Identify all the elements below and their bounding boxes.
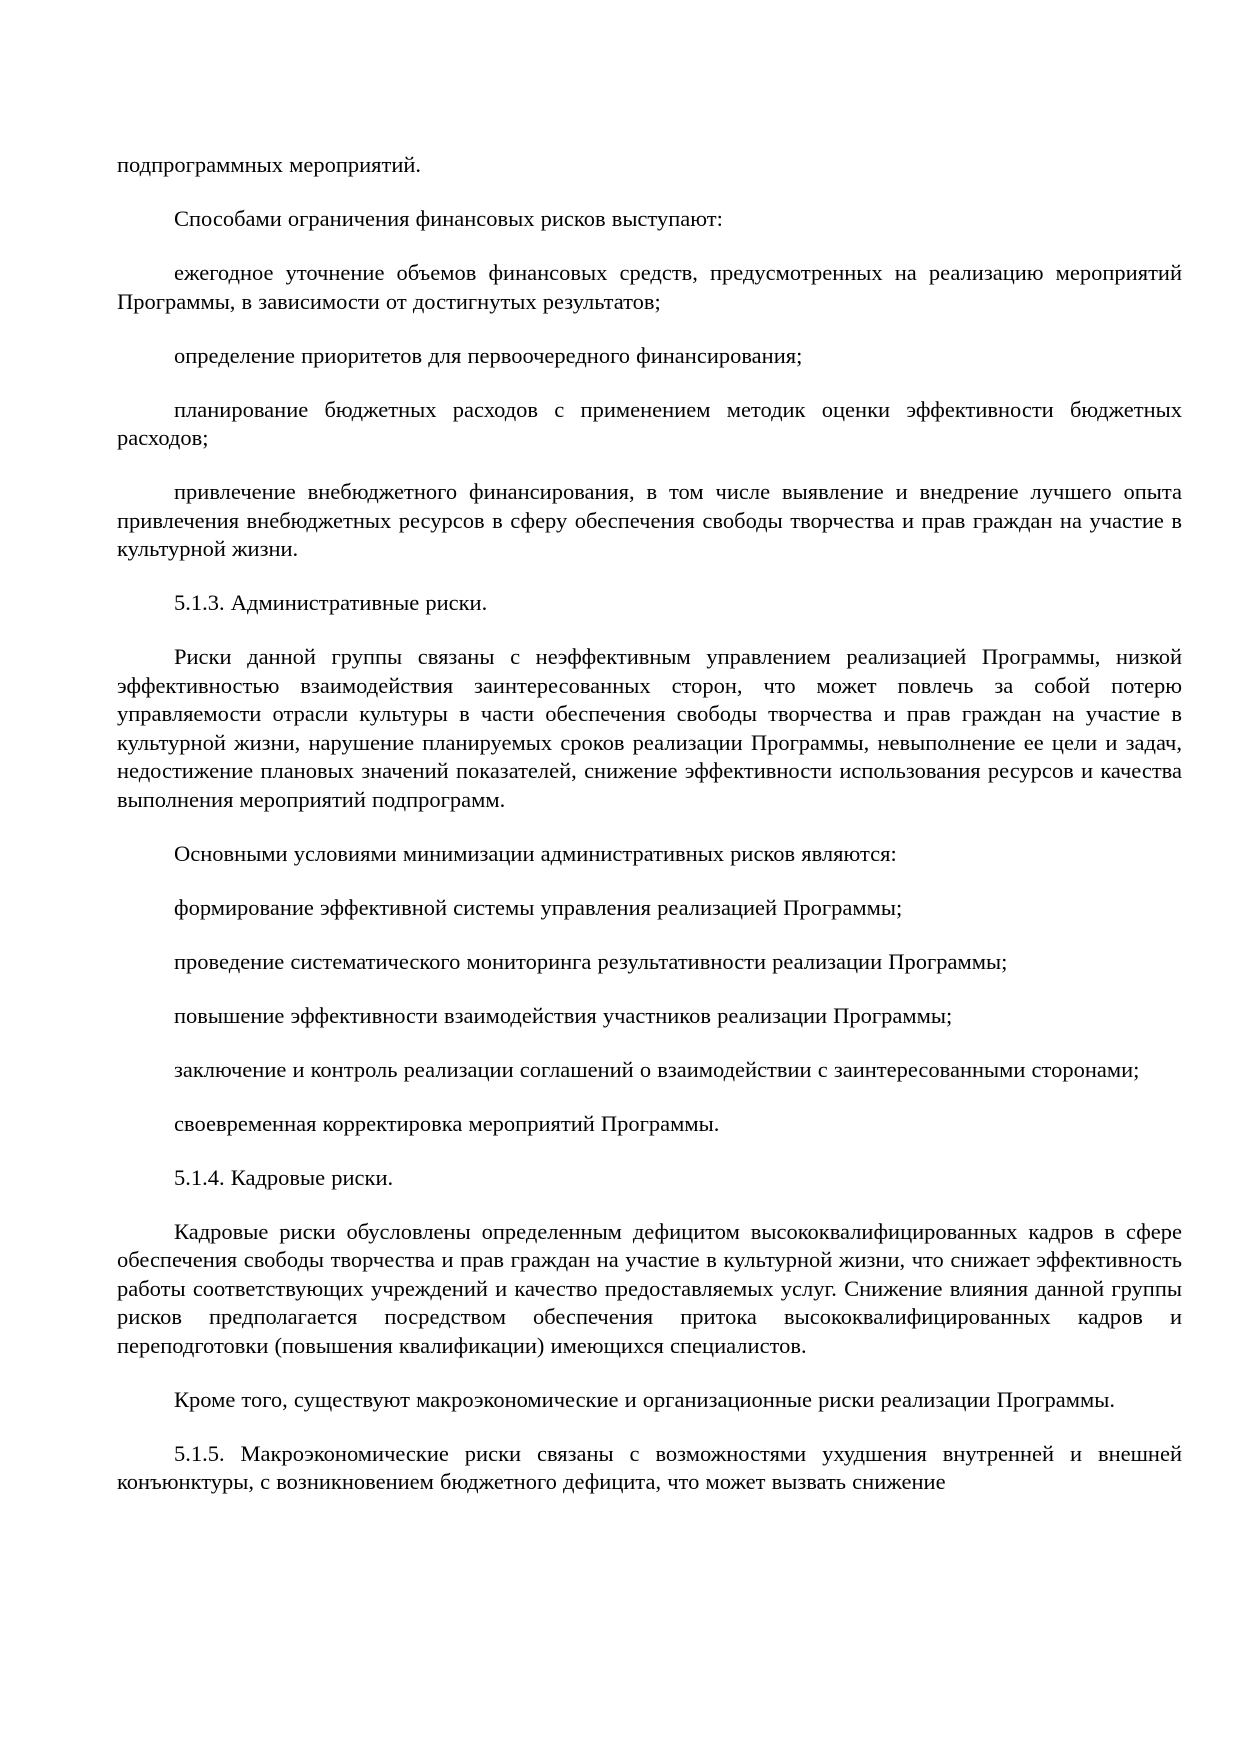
list-item-paragraph: привлечение внебюджетного финансирования, в том числе выявление и внедрение лучшего опыта привлечения внебюджетных ресурсов в сферу обеспечения свободы творчества и прав граждан на участие в культурной жизни. xyxy=(117,479,1182,561)
list-item-paragraph: ежегодное уточнение объемов финансовых средств, предусмотренных на реализацию мероприятий Программы, в зависимости от достигнутых результатов; xyxy=(117,260,1182,314)
intro-paragraph-risk-minimization: Основными условиями минимизации административных рисков являются: xyxy=(174,840,897,866)
list-item-paragraph: планирование бюджетных расходов с применением методик оценки эффективности бюджетных расходов; xyxy=(117,396,1182,450)
list-item-paragraph: своевременная корректировка мероприятий Программы. xyxy=(174,1110,720,1136)
body-paragraph-personnel-risks: Кадровые риски обусловлены определенным дефицитом высококвалифицированных кадров в сфере обеспечения свободы творчества и прав граждан на участие в культурной жизни, что снижает эффективность работы соответствующих учреждений и качество предоставляемых услуг. Снижение влияния данной группы рисков предполагается посредством обеспечения притока высококвалифицированных кадров и переподготовки (повышения квалификации) имеющихся специалистов. xyxy=(117,1218,1182,1358)
list-item-paragraph: определение приоритетов для первоочередного финансирования; xyxy=(174,342,803,368)
list-item-paragraph: формирование эффективной системы управления реализацией Программы; xyxy=(174,894,903,920)
list-item-paragraph: повышение эффективности взаимодействия участников реализации Программы; xyxy=(174,1002,953,1028)
section-heading-5-1-4: 5.1.4. Кадровые риски. xyxy=(174,1164,394,1190)
section-paragraph-5-1-5-macroeconomic-risks: 5.1.5. Макроэкономические риски связаны с возможностями ухудшения внутренней и внешней конъюнктуры, с возникновением бюджетного дефицита, что может вызвать снижение xyxy=(117,1440,1182,1494)
body-paragraph-other-risks: Кроме того, существуют макроэкономические и организационные риски реализации Программы. xyxy=(174,1386,1116,1412)
section-heading-5-1-3: 5.1.3. Административные риски. xyxy=(174,590,488,615)
continuation-paragraph: подпрограммных мероприятий. xyxy=(117,152,422,177)
intro-paragraph-financial-risks: Способами ограничения финансовых рисков выступают: xyxy=(174,206,723,231)
list-item-paragraph: заключение и контроль реализации соглашений о взаимодействии с заинтересованными сторонами; xyxy=(174,1056,1140,1082)
list-item-paragraph: проведение систематического мониторинга результативности реализации Программы; xyxy=(174,948,1008,974)
body-paragraph-administrative-risks: Риски данной группы связаны с неэффективным управлением реализацией Программы, низкой эффективностью взаимодействия заинтересованных сторон, что может повлечь за собой потерю управляемости отрасли культуры в части обеспечения свободы творчества и прав граждан на участие в культурной жизни, нарушение планируемых сроков реализации Программы, невыполнение ее цели и задач, недостижение плановых значений показателей, снижение эффективности использования ресурсов и качества выполнения мероприятий подпрограмм. xyxy=(117,644,1182,812)
